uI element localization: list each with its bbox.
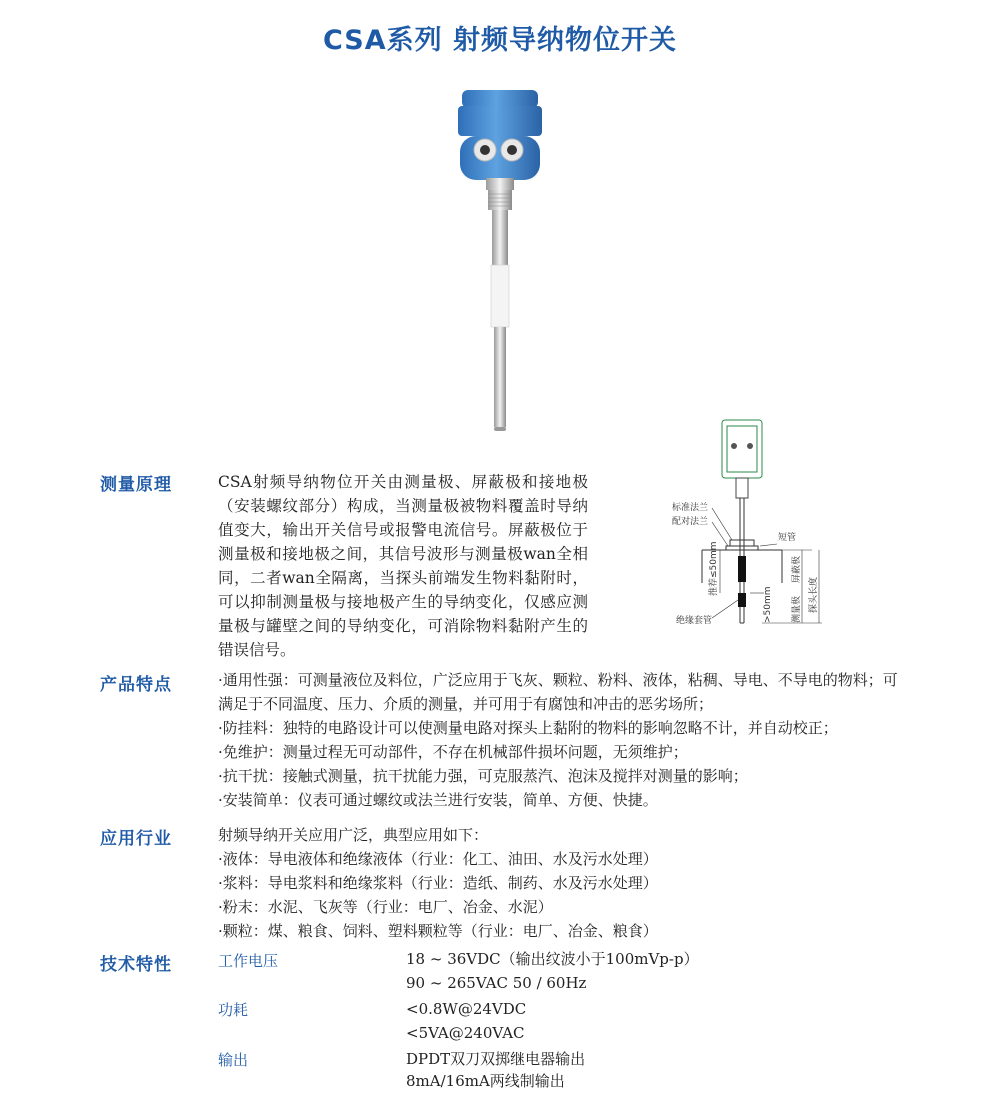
spec-label-voltage: 工作电压 <box>218 952 279 970</box>
list-item: ·液体：导电液体和绝缘液体（行业：化工、油田、水及污水处理） <box>218 850 658 868</box>
list-item: ·免维护：测量过程无可动部件，不存在机械部件损坏问题，无须维护； <box>218 743 688 761</box>
label-recommend: 推荐≤50mm <box>709 541 719 596</box>
label-probe-length: 探头长度 <box>809 576 819 613</box>
page-title: CSA系列 射频导纳物位开关 <box>322 25 678 56</box>
label-mating-flange: 配对法兰 <box>672 517 709 527</box>
spec-label-output: 输出 <box>218 1051 249 1069</box>
principle-text: CSA射频导纳物位开关由测量极、屏蔽极和接地极（安装螺纹部分）构成，当测量极被物料覆盖时导纳值变大，输出开关信号或报警电流信号。屏蔽极位于测量极和接地极之间，其信号波形与测量极wan全相同，二者wan全隔离，当探头前端发生物料黏附时，可以抑制测量极与接地极产生的导纳变化，仅感应测量极与罐壁之间的导纳变化，可消除物料黏附产生的错误信号。 <box>218 473 588 659</box>
features-list <box>218 668 918 812</box>
list-item: ·防挂料：独特的电路设计可以使测量电路对探头上黏附的物料的影响忽略不计，并自动校正； <box>218 719 838 737</box>
label-measure: 测量极 <box>792 595 802 623</box>
list-item: ·浆料：导电浆料和绝缘浆料（行业：造纸、制药、水及污水处理） <box>218 874 658 892</box>
list-item: ·粉末：水泥、飞灰等（行业：电厂、冶金、水泥） <box>218 898 553 916</box>
applications-list <box>218 823 918 943</box>
list-item: ·抗干扰：接触式测量，抗干扰能力强，可克服蒸汽、泡沫及搅拌对测量的影响； <box>218 767 748 785</box>
spec-label-power: 功耗 <box>218 1001 249 1019</box>
spec-value-output-2: 8mA/16mA两线制输出 <box>406 1072 565 1090</box>
spec-value-power-1: <0.8W@24VDC <box>406 1000 527 1018</box>
list-item: ·通用性强：可测量液位及料位，广泛应用于飞灰、颗粒、粉料、液体，粘稠、导电、不导电的物料；可满足于不同温度、压力、介质的测量，并可用于有腐蚀和冲击的恶劣场所； <box>218 671 898 713</box>
applications-heading: 应用行业 <box>100 829 172 849</box>
principle-heading: 测量原理 <box>100 475 172 495</box>
label-short-pipe: 短管 <box>778 533 797 543</box>
list-item: ·安装简单：仪表可通过螺纹或法兰进行安装，简单、方便、快捷。 <box>218 791 658 809</box>
installation-diagram <box>672 418 832 646</box>
spec-value-output-1: DPDT双刀双掷继电器输出 <box>406 1050 586 1068</box>
spec-value-voltage-2: 90 ~ 265VAC 50 / 60Hz <box>406 974 587 992</box>
product-image <box>440 88 560 433</box>
specs-heading: 技术特性 <box>100 955 172 975</box>
label-shield: 屏蔽极 <box>792 555 802 583</box>
spec-value-power-2: <5VA@240VAC <box>406 1024 525 1042</box>
applications-intro: 射频导纳开关应用广泛，典型应用如下： <box>218 826 489 844</box>
features-heading: 产品特点 <box>100 675 172 695</box>
spec-value-voltage-1: 18 ~ 36VDC（输出纹波小于100mVp-p） <box>406 950 699 968</box>
label-gt50: >50mm <box>763 586 773 623</box>
label-insulation-sleeve: 绝缘套管 <box>676 616 713 626</box>
list-item: ·颗粒：煤、粮食、饲料、塑料颗粒等（行业：电厂、冶金、粮食） <box>218 922 658 940</box>
label-standard-flange: 标准法兰 <box>672 503 709 513</box>
